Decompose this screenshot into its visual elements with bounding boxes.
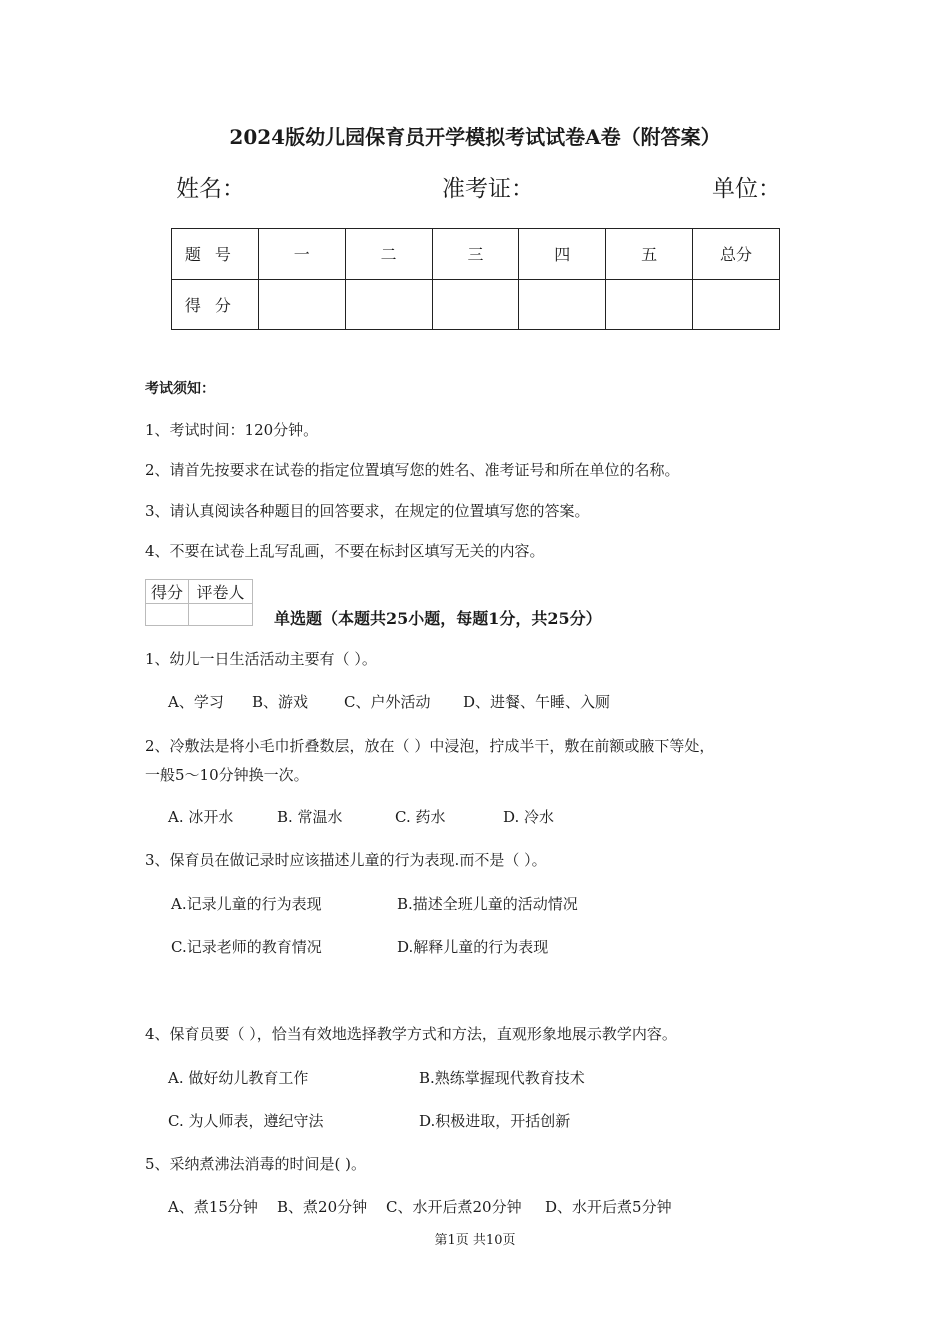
option[interactable]: D.积极进取，开括创新 bbox=[419, 1112, 571, 1130]
option[interactable]: C. 药水 bbox=[395, 808, 446, 826]
score-table-header-cell: 二 bbox=[345, 229, 432, 280]
score-cell[interactable] bbox=[693, 279, 780, 330]
grader-score-cell[interactable] bbox=[146, 604, 189, 626]
score-cell[interactable] bbox=[519, 279, 606, 330]
question-stem-continued: 一般5～10分钟换一次。 bbox=[145, 766, 309, 784]
option[interactable]: B.描述全班儿童的活动情况 bbox=[397, 895, 578, 913]
page-footer: 第1页 共10页 bbox=[434, 1233, 516, 1248]
option[interactable]: A.记录儿童的行为表现 bbox=[171, 895, 322, 913]
score-table-header-row bbox=[172, 229, 780, 280]
score-cell[interactable] bbox=[345, 279, 432, 330]
name-field-label: 姓名： bbox=[176, 176, 245, 202]
question-stem: 1、幼儿一日生活活动主要有（ ）。 bbox=[145, 650, 377, 668]
grader-reviewer-cell[interactable] bbox=[189, 604, 253, 626]
notice-item: 1、考试时间：120分钟。 bbox=[145, 421, 319, 439]
page-title: 2024版幼儿园保育员开学模拟考试试卷A卷（附答案） bbox=[229, 125, 721, 149]
option[interactable]: C、水开后煮20分钟 bbox=[386, 1198, 522, 1216]
score-table-header-cell: 三 bbox=[432, 229, 519, 280]
exam-id-field-label: 准考证： bbox=[442, 176, 534, 202]
option[interactable]: B、游戏 bbox=[252, 693, 309, 711]
notice-title: 考试须知： bbox=[145, 381, 215, 397]
score-table-header-cell: 五 bbox=[606, 229, 693, 280]
notice-item: 2、请首先按要求在试卷的指定位置填写您的姓名、准考证号和所在单位的名称。 bbox=[145, 461, 680, 479]
option[interactable]: D.解释儿童的行为表现 bbox=[397, 938, 549, 956]
question-stem: 5、采纳煮沸法消毒的时间是( )。 bbox=[145, 1155, 367, 1173]
grader-score-label: 得分 bbox=[146, 580, 189, 604]
grader-table bbox=[145, 579, 253, 626]
score-cell[interactable] bbox=[432, 279, 519, 330]
question-stem: 3、保育员在做记录时应该描述儿童的行为表现.而不是（ ）。 bbox=[145, 851, 547, 869]
notice-item: 4、不要在试卷上乱写乱画，不要在标封区填写无关的内容。 bbox=[145, 542, 545, 560]
score-table-score-row bbox=[172, 279, 780, 330]
option[interactable]: B、煮20分钟 bbox=[277, 1198, 368, 1216]
score-cell[interactable] bbox=[258, 279, 345, 330]
option[interactable]: C、户外活动 bbox=[344, 693, 431, 711]
option[interactable]: D. 冷水 bbox=[503, 808, 555, 826]
option[interactable]: A. 冰开水 bbox=[168, 808, 234, 826]
grader-reviewer-label: 评卷人 bbox=[189, 580, 253, 604]
score-table-header-cell: 一 bbox=[258, 229, 345, 280]
option[interactable]: A. 做好幼儿教育工作 bbox=[168, 1069, 309, 1087]
option[interactable]: A、煮15分钟 bbox=[168, 1198, 258, 1216]
notice-item: 3、请认真阅读各种题目的回答要求，在规定的位置填写您的答案。 bbox=[145, 502, 590, 520]
option[interactable]: D、进餐、午睡、入厕 bbox=[463, 693, 611, 711]
option[interactable]: B. 常温水 bbox=[277, 808, 343, 826]
score-table-header-cell: 四 bbox=[519, 229, 606, 280]
score-table-row-label: 得分 bbox=[172, 279, 259, 330]
score-table-header-cell: 总分 bbox=[693, 229, 780, 280]
option[interactable]: C. 为人师表，遵纪守法 bbox=[168, 1112, 324, 1130]
option[interactable]: D、水开后煮5分钟 bbox=[545, 1198, 672, 1216]
option[interactable]: A、学习 bbox=[168, 693, 224, 711]
option[interactable]: B.熟练掌握现代教育技术 bbox=[419, 1069, 585, 1087]
section-title: 单选题（本题共25小题，每题1分，共25分） bbox=[274, 609, 602, 628]
question-stem: 4、保育员要（ ），恰当有效地选择教学方式和方法，直观形象地展示教学内容。 bbox=[145, 1025, 677, 1043]
score-table-header-label: 题号 bbox=[172, 229, 259, 280]
option[interactable]: C.记录老师的教育情况 bbox=[171, 938, 322, 956]
score-cell[interactable] bbox=[606, 279, 693, 330]
unit-field-label: 单位： bbox=[712, 176, 781, 202]
score-table bbox=[171, 228, 780, 330]
question-stem: 2、冷敷法是将小毛巾折叠数层，放在（ ）中浸泡，拧成半干，敷在前额或腋下等处， bbox=[145, 737, 715, 755]
